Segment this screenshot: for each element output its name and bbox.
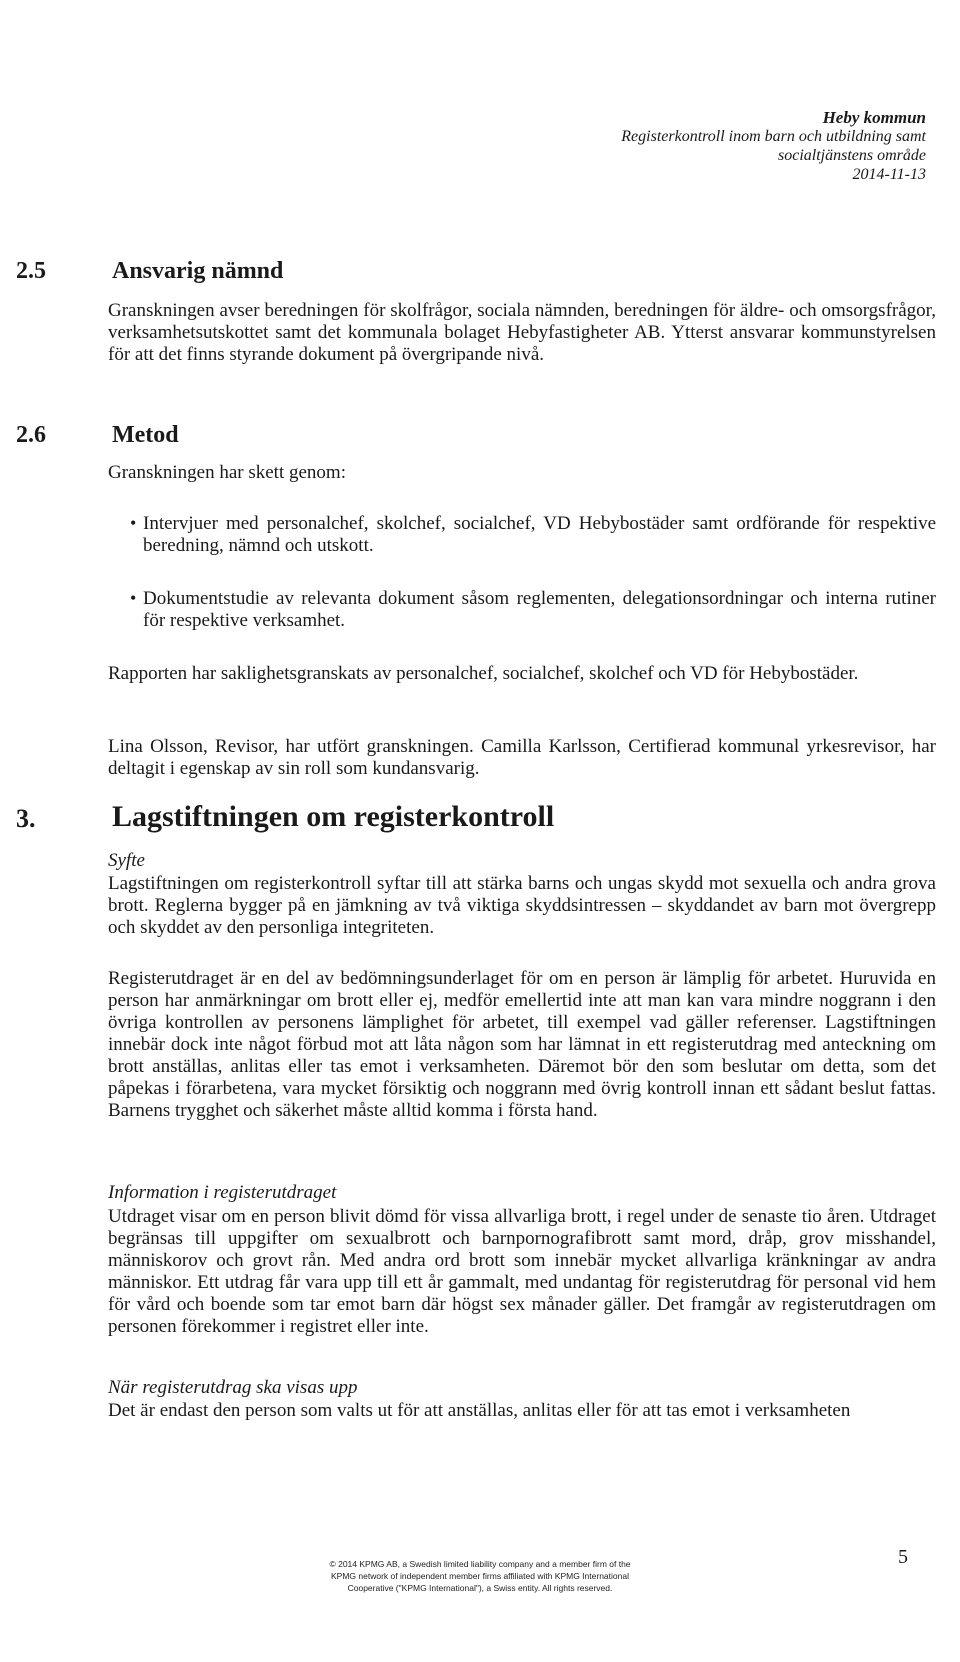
auditor-paragraph: Lina Olsson, Revisor, har utfört granskningen. Camilla Karlsson, Certifierad kommunal yrkesrevisor, har deltagit i egenskap av sin roll som kundansvarig. (108, 736, 936, 779)
bullet-marker: • (130, 588, 137, 608)
footer-line-2: KPMG network of independent member firms affiliated with KPMG International (331, 1571, 629, 1581)
information-subheading: Information i registerutdraget (108, 1182, 337, 1203)
bullet-marker: • (130, 513, 137, 533)
section-2-6-intro: Granskningen har skett genom: (108, 462, 346, 483)
registerutdrag-paragraph: Registerutdraget är en del av bedömningsunderlaget för om en person är lämplig för arbetet. Huruvida en person har anmärkningar om brott eller ej, medför emellertid inte att man kan vara mindre noggrann i den övriga kontrollen av personens lämplighet för arbetet, till exempel vad gäller referenser. Lagstiftningen innebär dock inte något förbud mot att låta någon som har lämnat in ett registerutdrag med anteckning om brott anställas, anlitas eller tas emot i verksamheten. Däremot bör den som beslutar om detta, som det påpekas i förarbetena, vara mycket försiktig och noggrann med övrig kontroll innan ett sådant beslut fattas. Barnens trygghet och säkerhet måste alltid komma i första hand. (108, 968, 936, 1121)
header-date: 2014-11-13 (852, 166, 926, 183)
header-organization: Heby kommun (822, 108, 926, 127)
method-bullet-2: Dokumentstudie av relevanta dokument såsom reglementen, delegationsordningar och interna rutiner för respektive verksamhet. (143, 588, 936, 631)
header-title-line-1: Registerkontroll inom barn och utbildning samt (621, 128, 926, 145)
kpmg-footer (260, 1558, 700, 1594)
footer-line-1: © 2014 KPMG AB, a Swedish limited liability company and a member firm of the (329, 1559, 631, 1569)
section-2-5-title: Ansvarig nämnd (112, 258, 284, 284)
review-paragraph: Rapporten har saklighetsgranskats av personalchef, socialchef, skolchef och VD för Hebybostäder. (108, 663, 859, 684)
syfte-paragraph: Lagstiftningen om registerkontroll syftar till att stärka barns och ungas skydd mot sexuella och andra grova brott. Reglerna bygger på en jämkning av två viktiga skyddsintressen – skyddandet av barn mot övergrepp och skyddet av den personliga integriteten. (108, 873, 936, 938)
section-3-number: 3. (16, 804, 36, 833)
section-2-5-number: 2.5 (16, 258, 46, 284)
section-3-title: Lagstiftningen om registerkontroll (112, 800, 555, 833)
syfte-subheading: Syfte (108, 850, 145, 871)
page-number: 5 (898, 1546, 908, 1568)
nar-paragraph: Det är endast den person som valts ut för att anställas, anlitas eller för att tas emot i verksamheten (108, 1400, 851, 1421)
information-paragraph: Utdraget visar om en person blivit dömd för vissa allvarliga brott, i regel under de senaste tio åren. Utdraget begränsas till uppgifter om sexualbrott och barnpornografibrott samt mord, dråp, grov misshandel, människorov och grovt rån. Med andra ord brott som innebär mycket allvarliga kränkningar av andra människor. Ett utdrag får vara upp till ett år gammalt, med undantag för registerutdrag för personal vid hem för vård och boende som tar emot barn där högst sex månader gäller. Det framgår av registerutdragen om personen förekommer i registret eller inte. (108, 1206, 936, 1337)
section-2-6-number: 2.6 (16, 422, 46, 448)
footer-line-3: Cooperative ("KPMG International"), a Swiss entity. All rights reserved. (347, 1583, 613, 1593)
header-title-line-2: socialtjänstens område (778, 147, 926, 164)
document-header (506, 108, 926, 184)
nar-subheading: När registerutdrag ska visas upp (108, 1377, 358, 1398)
section-2-5-paragraph: Granskningen avser beredningen för skolfrågor, sociala nämnden, beredningen för äldre- och omsorgsfrågor, verksamhetsutskottet samt det kommunala bolaget Hebyfastigheter AB. Ytterst ansvarar kommunstyrelsen för att det finns styrande dokument på övergripande nivå. (108, 300, 936, 365)
section-2-6-title: Metod (112, 422, 179, 448)
method-bullet-1: Intervjuer med personalchef, skolchef, socialchef, VD Hebybostäder samt ordförande för respektive beredning, nämnd och utskott. (143, 513, 936, 556)
